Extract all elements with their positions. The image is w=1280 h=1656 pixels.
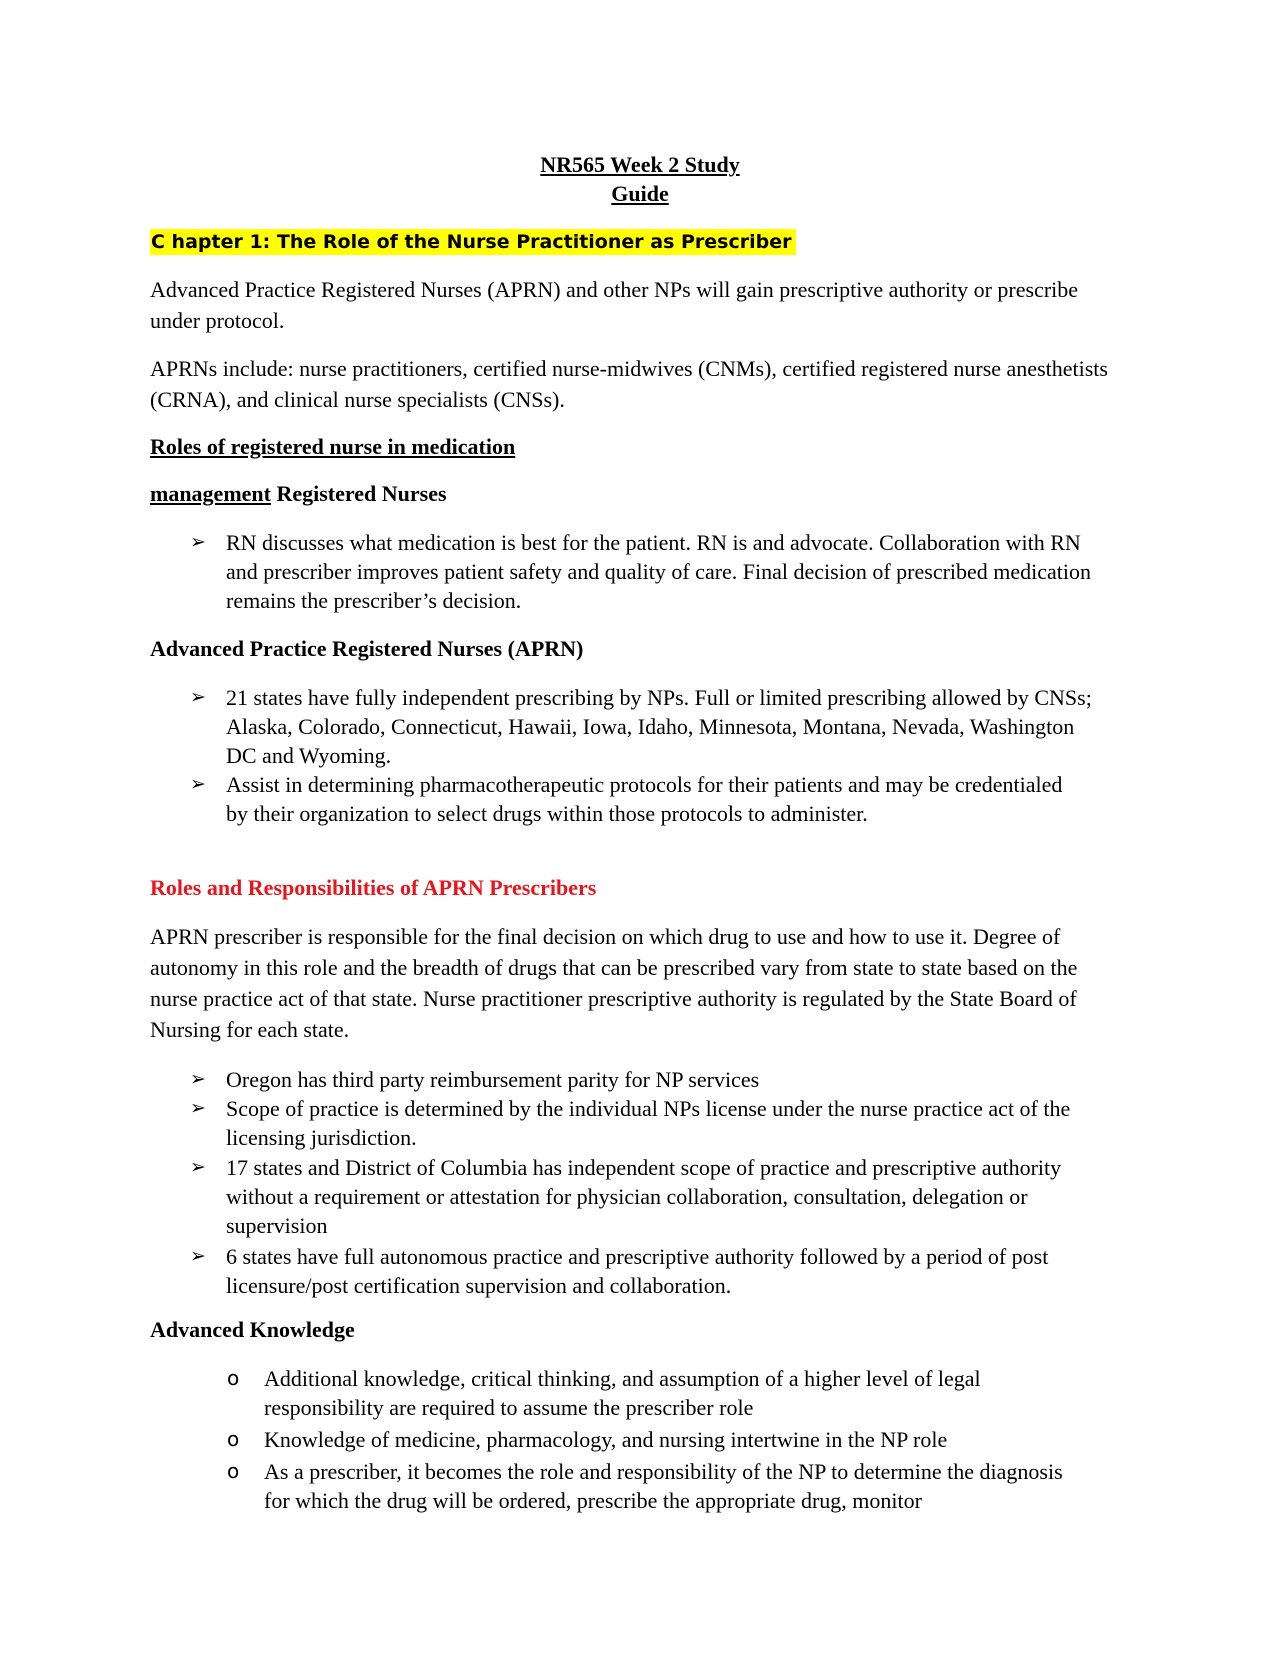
bullet-text: 6 states have full autonomous practice and prescriptive authority followed by a period of post licensure/post certification supervision and collaboration. — [226, 1244, 1049, 1298]
heading-management-word: management — [150, 481, 271, 506]
bullet-text: RN discusses what medication is best for the patient. RN is and advocate. Collaboration with RN and prescriber improves patient safety and quality of care. Final decision of prescribed medication remains the prescriber’s decision. — [226, 530, 1092, 613]
heading-registered-nurses: Registered Nurses — [270, 481, 447, 506]
bullet-text: Oregon has third party reimbursement parity for NP services — [226, 1067, 760, 1092]
paragraph-prescriber-responsibility: APRN prescriber is responsible for the final decision on which drug to use and how to use it. Degree of autonomy in this role and the breadth of drugs that can be prescribed vary from state to state based on the nurse practice act of that state. Nurse practitioner prescriptive authority is regulated by the State Board of Nursing for each state. — [150, 924, 1078, 1042]
paragraph-aprn-types: APRNs include: nurse practitioners, certified nurse-midwives (CNMs), certified registered nurse anesthetists (CRNA), and clinical nurse specialists (CNSs). — [150, 356, 1108, 412]
knowledge-bullet-3 — [227, 1457, 1107, 1544]
bullet-text: Scope of practice is determined by the individual NPs license under the nurse practice act of the licensing jurisdiction. — [226, 1096, 1071, 1150]
arrow-bullet-icon: ➢ — [190, 531, 206, 553]
resp-bullet-1 — [190, 1065, 1110, 1094]
heading-roles-aprn-prescribers: Roles and Responsibilities of APRN Prescribers — [150, 875, 597, 900]
aprn-bullet-1 — [190, 683, 1110, 770]
knowledge-bullet-1 — [227, 1364, 1107, 1422]
arrow-bullet-icon: ➢ — [190, 1156, 206, 1178]
paragraph-aprn-authority: Advanced Practice Registered Nurses (APRN) and other NPs will gain prescriptive authority or prescribe under protocol. — [150, 277, 1079, 333]
bullet-text: 17 states and District of Columbia has independent scope of practice and prescriptive authority without a requirement or attestation for physician collaboration, consultation, delegation or supervision — [226, 1155, 1062, 1238]
resp-bullet-2 — [190, 1094, 1110, 1152]
rn-bullet-1 — [190, 528, 1110, 618]
heading-roles-rn-line2 — [150, 480, 447, 508]
arrow-bullet-icon: ➢ — [190, 773, 206, 795]
bullet-text: Additional knowledge, critical thinking, and assumption of a higher level of legal responsibility are required to assume the prescriber role — [264, 1366, 981, 1420]
document-title — [0, 150, 1280, 208]
chapter-heading: C hapter 1: The Role of the Nurse Practitioner as Prescriber — [150, 229, 796, 255]
bullet-text: Knowledge of medicine, pharmacology, and nursing intertwine in the NP role — [264, 1427, 948, 1452]
bullet-text: Assist in determining pharmacotherapeutic protocols for their patients and may be credentialed by their organization to select drugs within those protocols to administer. — [226, 772, 1063, 826]
arrow-bullet-icon: ➢ — [190, 686, 206, 708]
arrow-bullet-icon: ➢ — [190, 1097, 206, 1119]
heading-advanced-knowledge: Advanced Knowledge — [150, 1317, 355, 1342]
circle-bullet-icon: o — [227, 1427, 240, 1451]
circle-bullet-icon: o — [227, 1459, 240, 1483]
bullet-text: 21 states have fully independent prescribing by NPs. Full or limited prescribing allowed by CNSs; Alaska, Colorado, Connecticut, Hawaii, Iowa, Idaho, Minnesota, Montana, Nevada, Washington DC and Wyoming. — [226, 685, 1092, 768]
arrow-bullet-icon: ➢ — [190, 1245, 206, 1267]
resp-bullet-4 — [190, 1242, 1110, 1300]
title-line-2: Guide — [611, 181, 669, 206]
bullet-text: As a prescriber, it becomes the role and responsibility of the NP to determine the diagnosis for which the drug will be ordered, prescribe the appropriate drug, monitor — [264, 1459, 1063, 1513]
arrow-bullet-icon: ➢ — [190, 1068, 206, 1090]
resp-bullet-3 — [190, 1153, 1110, 1240]
aprn-bullet-2 — [190, 770, 1110, 857]
knowledge-bullet-2 — [227, 1425, 1107, 1454]
heading-aprn: Advanced Practice Registered Nurses (APRN) — [150, 636, 584, 661]
circle-bullet-icon: o — [227, 1366, 240, 1390]
title-line-1: NR565 Week 2 Study — [540, 152, 740, 177]
heading-roles-rn-line1: Roles of registered nurse in medication — [150, 434, 516, 459]
